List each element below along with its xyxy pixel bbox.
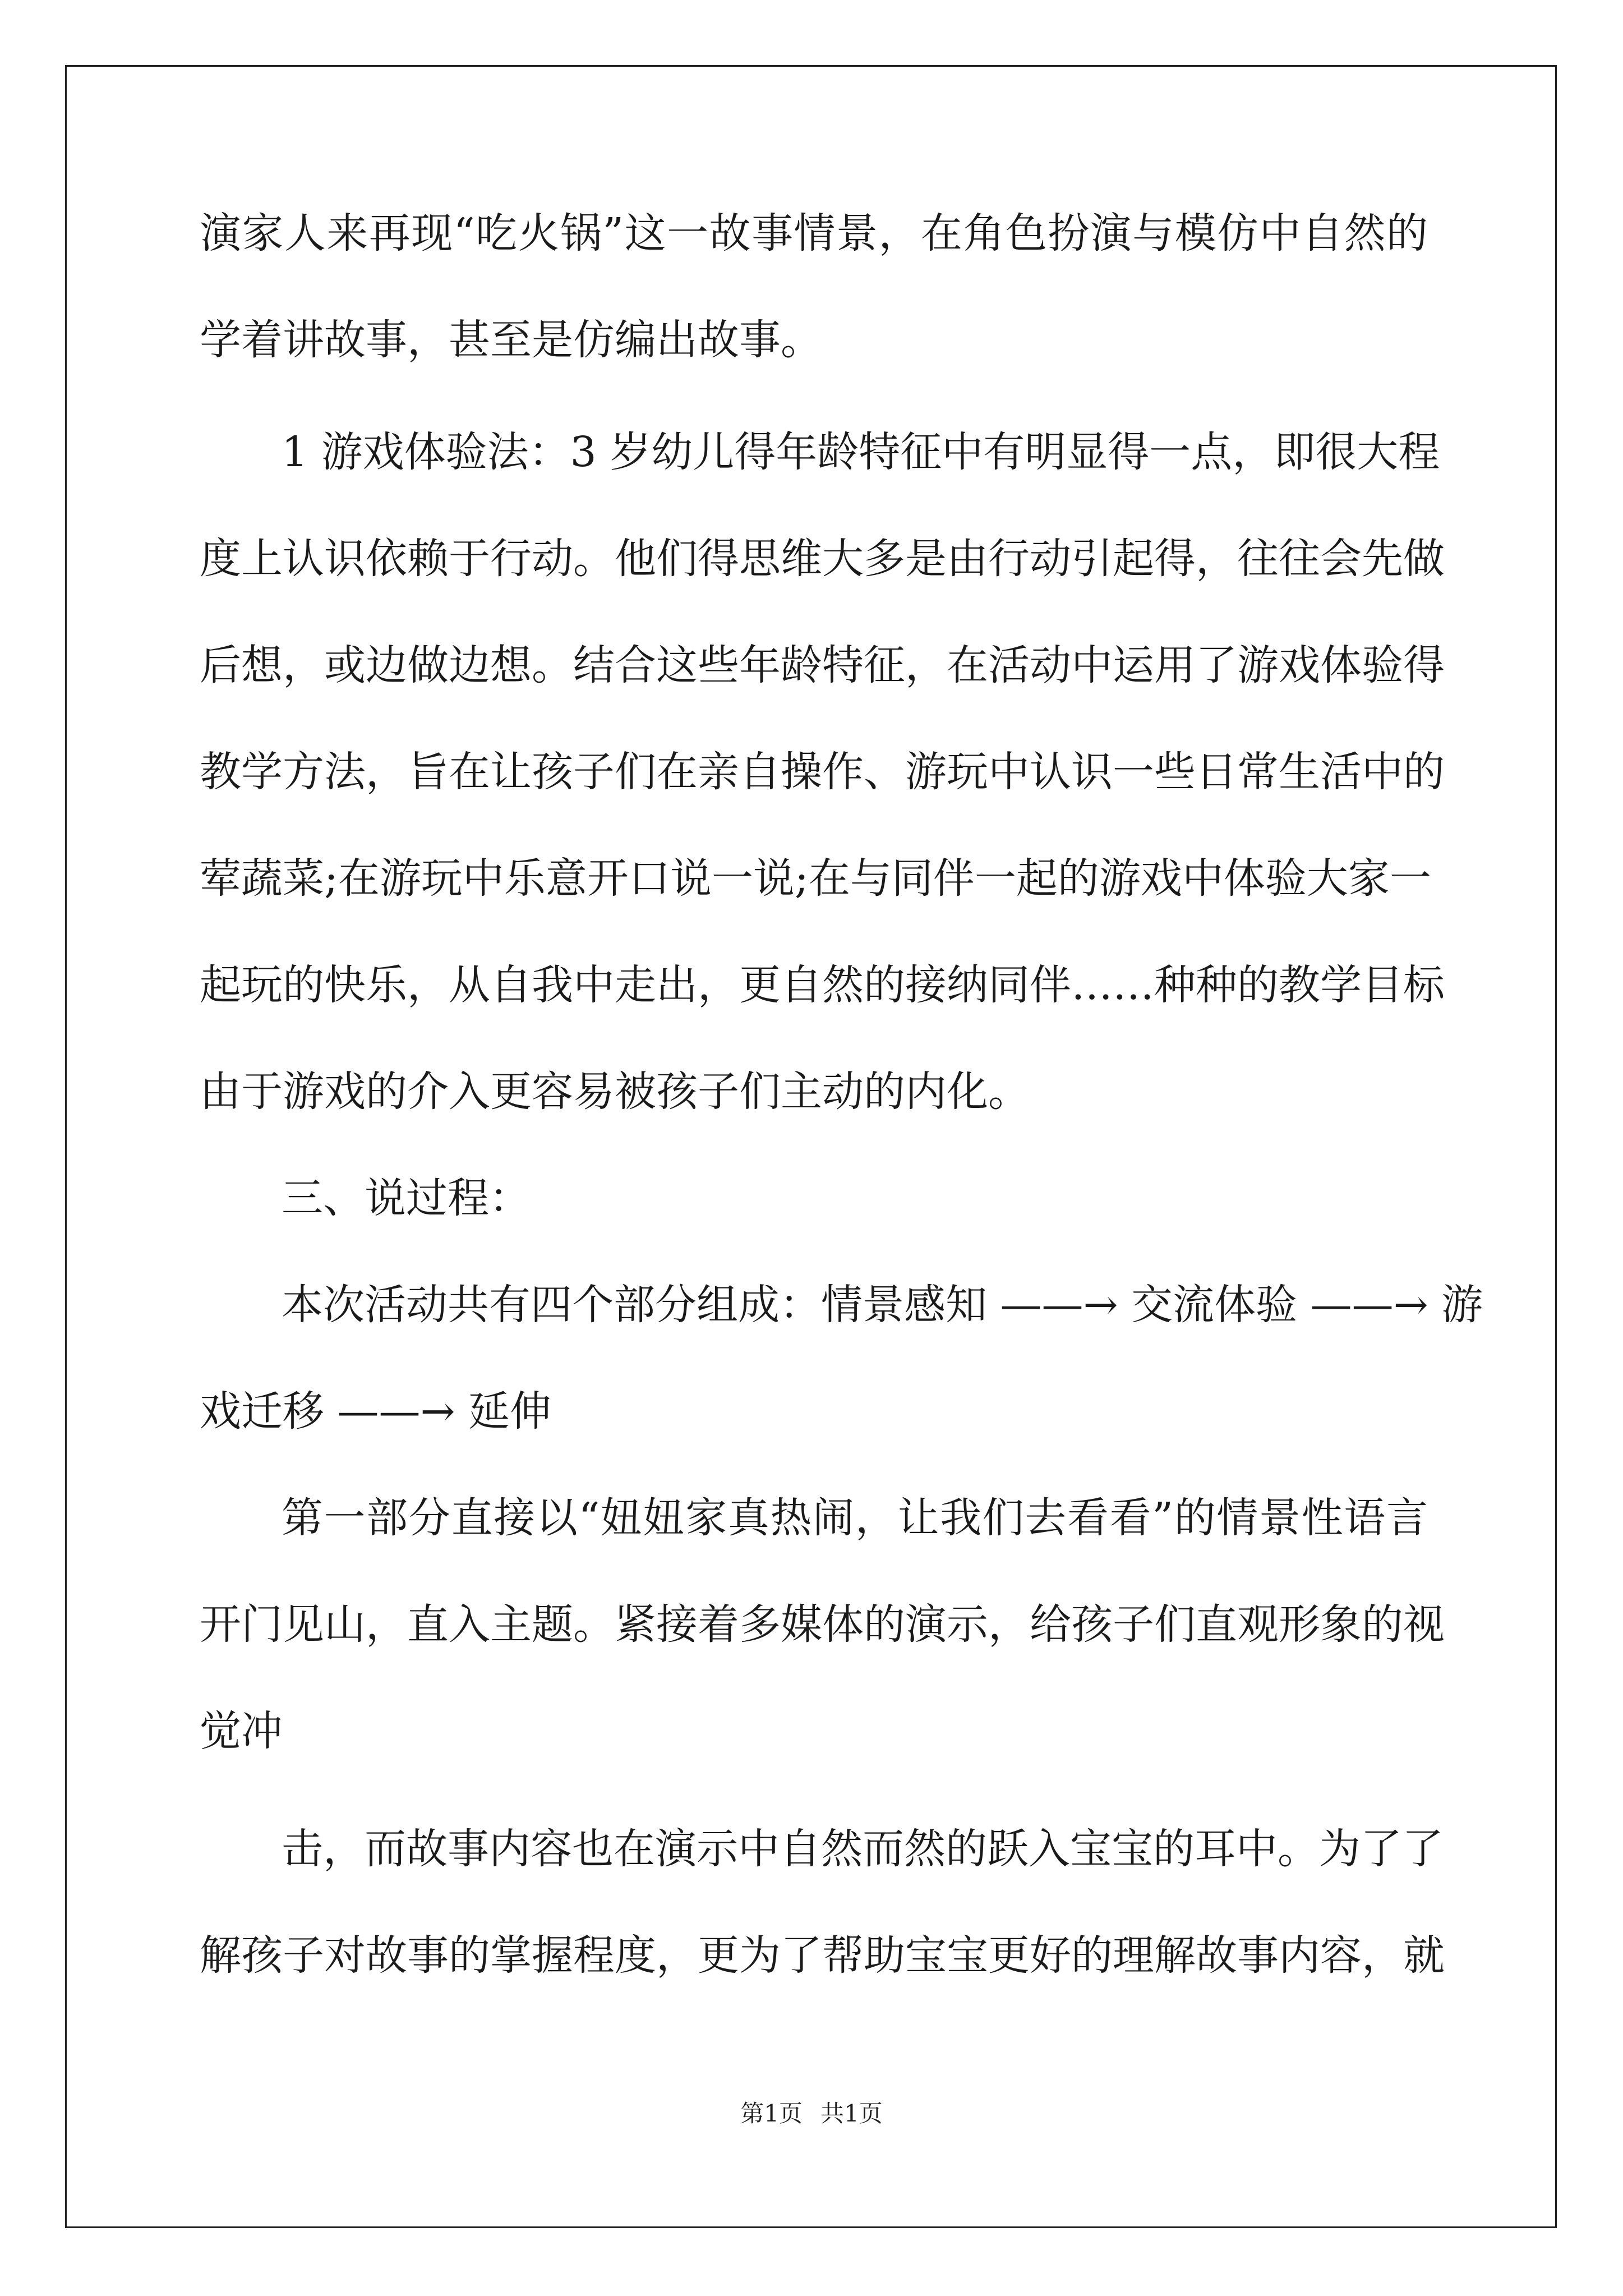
page-number: 第1页 (740, 2100, 803, 2127)
text-line: 开门见山，直入主题。紧接着多媒体的演示，给孩子们直观形象的视 (200, 1600, 1445, 1649)
paragraph-line: 击，而故事内容也在演示中自然而然的跃入宝宝的耳中。为了了 (282, 1825, 1444, 1873)
text-line: 荤蔬菜;在游玩中乐意开口说一说;在与同伴一起的游戏中体验大家一 (200, 854, 1431, 903)
text-line: 解孩子对故事的掌握程度，更为了帮助宝宝更好的理解故事内容，就 (200, 1931, 1445, 1980)
text-line: 度上认识依赖于行动。他们得思维大多是由行动引起得，往往会先做 (200, 535, 1445, 583)
text-line: 由于游戏的介入更容易被孩子们主动的内化。 (200, 1068, 1030, 1116)
page-footer (0, 2097, 1623, 2131)
text-line: 戏迁移 ——→ 延伸 (200, 1387, 552, 1435)
text-line: 教学方法，旨在让孩子们在亲自操作、游玩中认识一些日常生活中的 (200, 748, 1445, 796)
paragraph-line: 第一部分直接以“妞妞家真热闹，让我们去看看”的情景性语言 (282, 1494, 1428, 1542)
text-line: 演家人来再现“吃火锅”这一故事情景，在角色扮演与模仿中自然的 (200, 209, 1428, 257)
text-line: 后想，或边做边想。结合这些年龄特征，在活动中运用了游戏体验得 (200, 641, 1445, 689)
paragraph-line: 1 游戏体验法：3 岁幼儿得年龄特征中有明显得一点，即很大程 (282, 428, 1440, 476)
paragraph-line: 本次活动共有四个部分组成：情景感知 ——→ 交流体验 ——→ 游 (282, 1281, 1483, 1329)
page-border (65, 65, 1557, 2228)
text-line: 起玩的快乐，从自我中走出，更自然的接纳同伴……种种的教学目标 (200, 961, 1445, 1009)
text-line: 觉冲 (200, 1707, 283, 1755)
section-heading: 三、说过程： (282, 1174, 531, 1222)
text-line: 学着讲故事，甚至是仿编出故事。 (200, 316, 822, 364)
page-total: 共1页 (820, 2100, 883, 2127)
